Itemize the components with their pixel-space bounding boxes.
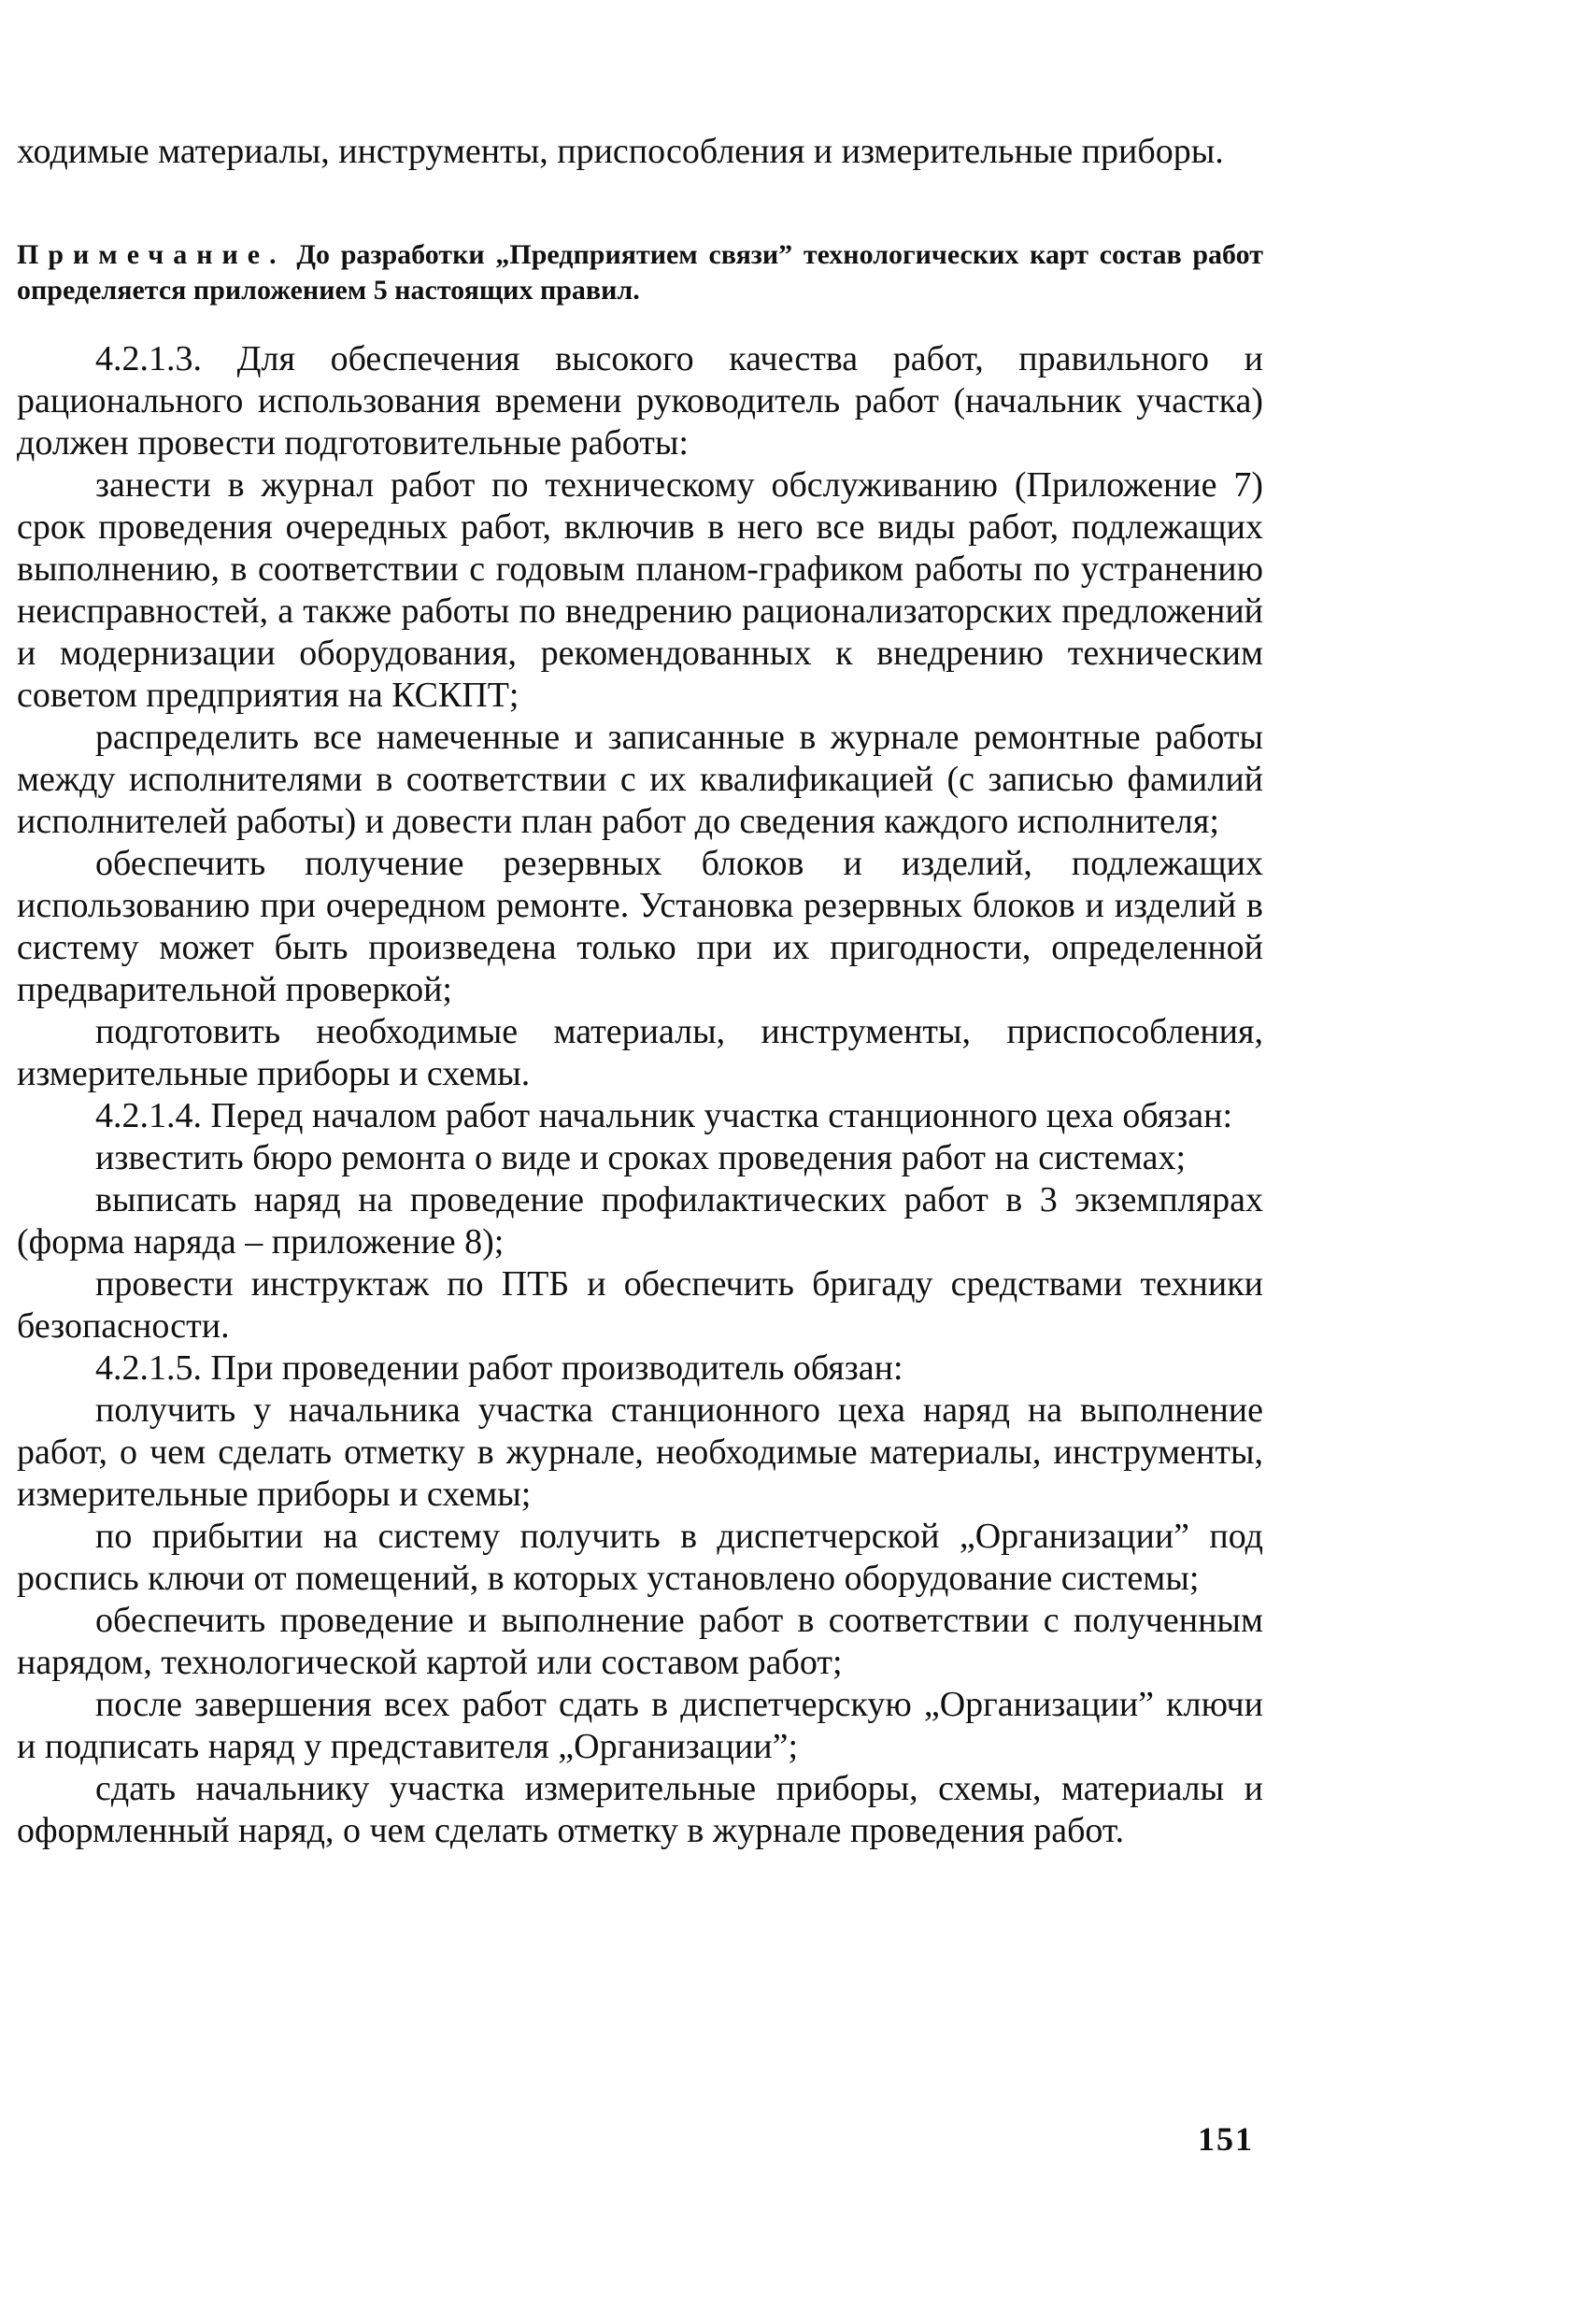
top-fragment-text: ходимые материалы, инструменты, приспособления и измерительные приборы. (17, 132, 1224, 171)
paragraph-item: выписать наряд на проведение профилактических работ в 3 экземплярах (форма наряда – приложение 8); (17, 1180, 1263, 1262)
paragraph-item: получить у начальника участка станционного цеха наряд на выполнение работ, о чем сделать отметку в журнале, необходимые материалы, инструменты, измерительные приборы и схемы; (17, 1390, 1263, 1514)
note-label: Примечание. (17, 239, 286, 270)
paragraph-4-2-1-3: 4.2.1.3. Для обеспечения высокого качества работ, правильного и рационального использования времени руководитель работ (начальник участка) должен провести подготовительные работы: (17, 339, 1263, 463)
paragraph-item: после завершения всех работ сдать в диспетчерскую „Организации” ключи и подписать наряд у представителя „Организации”; (17, 1685, 1263, 1766)
paragraph-4-2-1-4: 4.2.1.4. Перед началом работ начальник участка станционного цеха обязан: (95, 1096, 1233, 1135)
top-fragment (17, 131, 1263, 173)
note-block (17, 237, 1263, 308)
paragraph-item: провести инструктаж по ПТБ и обеспечить бригаду средствами техники безопасности. (17, 1264, 1263, 1346)
paragraph-item: занести в журнал работ по техническому обслуживанию (Приложение 7) срок проведения очередных работ, включив в него все виды работ, подлежащих выполнению, в соответствии с годовым планом-графиком работы по устранению неисправностей, а также работы по внедрению рационализаторских предложений и модернизации оборудования, рекомендованных к внедрению техническим советом предприятия на КСКПТ; (17, 465, 1263, 715)
page-number: 151 (1198, 2120, 1254, 2158)
main-body (17, 338, 1263, 1852)
note-text: До разработки „Предприятием связи” технологических карт состав работ определяется приложением 5 настоящих правил. (17, 239, 1263, 306)
paragraph-item: подготовить необходимые материалы, инструменты, приспособления, измерительные приборы и схемы. (17, 1012, 1263, 1093)
paragraph-item: сдать начальнику участка измерительные приборы, схемы, материалы и оформленный наряд, о чем сделать отметку в журнале проведения работ. (17, 1769, 1263, 1850)
paragraph-item: по прибытии на систему получить в диспетчерской „Организации” под роспись ключи от помещений, в которых установлено оборудование системы; (17, 1517, 1263, 1598)
paragraph-item: обеспечить получение резервных блоков и изделий, подлежащих использованию при очередном ремонте. Установка резервных блоков и изделий в систему может быть произведена только при их пригодности, определенной предварительной проверкой; (17, 844, 1263, 1009)
paragraph-item: обеспечить проведение и выполнение работ в соответствии с полученным нарядом, технологической картой или составом работ; (17, 1601, 1263, 1682)
paragraph-4-2-1-5: 4.2.1.5. При проведении работ производитель обязан: (95, 1348, 903, 1388)
paragraph-item: известить бюро ремонта о виде и сроках проведения работ на системах; (95, 1138, 1186, 1177)
paragraph-item: распределить все намеченные и записанные в журнале ремонтные работы между исполнителями в соответствии с их квалификацией (с записью фамилий исполнителей работы) и довести план работ до сведения каждого исполнителя; (17, 718, 1263, 841)
